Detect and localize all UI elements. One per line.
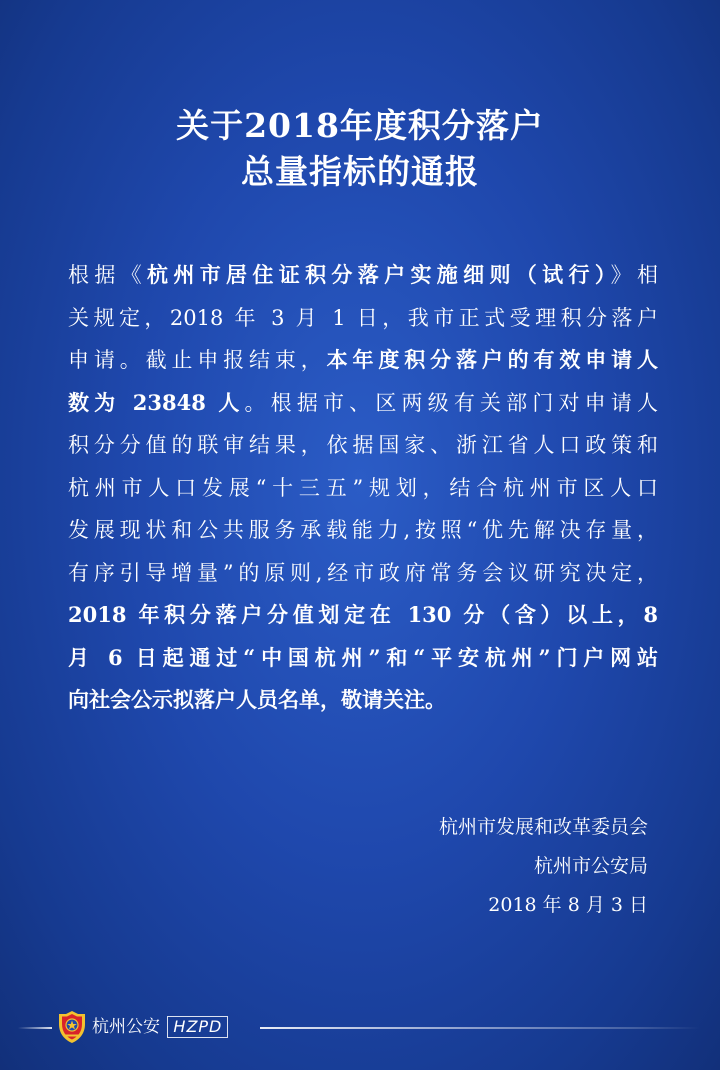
body-text: 根据《 bbox=[68, 263, 148, 287]
body-text-bold: 数为 23848 人 bbox=[68, 389, 245, 415]
body-text: 。根据市、区两级有关部门对申请人 bbox=[244, 390, 658, 415]
body-line bbox=[68, 254, 658, 297]
footer-brand-code: HZPD bbox=[167, 1016, 228, 1038]
footer-brand-name: 杭州公安 bbox=[92, 1017, 160, 1037]
body-text: 》相 bbox=[610, 263, 659, 287]
body-line bbox=[68, 637, 658, 680]
footer-divider-right bbox=[260, 1027, 700, 1029]
title-line-1: 关于2018年度积分落户 bbox=[176, 106, 544, 145]
body-line bbox=[68, 382, 658, 425]
footer-divider-left bbox=[18, 1027, 52, 1029]
body-text-bold: 本年度积分落户的有效申请人 bbox=[326, 347, 659, 372]
body-line bbox=[68, 552, 658, 595]
body-text-bold: 杭州市居住证积分落户实施细则（试行） bbox=[147, 262, 611, 287]
body-line bbox=[68, 467, 658, 510]
body-text: 积分分值的联审结果，依据国家、浙江省人口政策和 bbox=[68, 433, 658, 457]
body-text: 杭州市人口发展“十三五”规划，结合杭州市区人口 bbox=[68, 475, 658, 500]
body-text: 发展现状和公共服务承载能力,按照“优先解决存量， bbox=[68, 518, 658, 542]
body-line bbox=[68, 297, 658, 340]
footer-brand bbox=[92, 1014, 228, 1040]
footer-bar bbox=[0, 1006, 720, 1046]
body-line bbox=[68, 594, 658, 637]
body-line bbox=[68, 679, 658, 722]
body-text: 申请。截止申报结束， bbox=[68, 348, 327, 372]
title-line-2: 总量指标的通报 bbox=[241, 152, 479, 191]
notice-body bbox=[68, 254, 658, 722]
body-text-bold: 向社会公示拟落户人员名单，敬请关注。 bbox=[68, 687, 446, 712]
body-text-bold: 2018 年积分落户分值划定在 130 分（含）以上，8 bbox=[68, 602, 658, 627]
signature-org-1: 杭州市发展和改革委员会 bbox=[438, 816, 648, 838]
signature-block bbox=[439, 808, 648, 925]
police-emblem-icon bbox=[56, 1010, 88, 1044]
body-text-bold: 月 6 日起通过“中国杭州”和“平安杭州”门户网站 bbox=[68, 644, 658, 670]
body-line bbox=[68, 424, 658, 467]
body-line bbox=[68, 509, 658, 552]
signature-date: 2018 年 8 月 3 日 bbox=[488, 894, 648, 916]
body-text: 有序引导增量”的原则,经市政府常务会议研究决定， bbox=[68, 560, 658, 585]
body-line bbox=[68, 339, 658, 382]
signature-org-2: 杭州市公安局 bbox=[533, 855, 648, 877]
body-text: 关规定，2018 年 3 月 1 日，我市正式受理积分落户 bbox=[68, 305, 658, 330]
